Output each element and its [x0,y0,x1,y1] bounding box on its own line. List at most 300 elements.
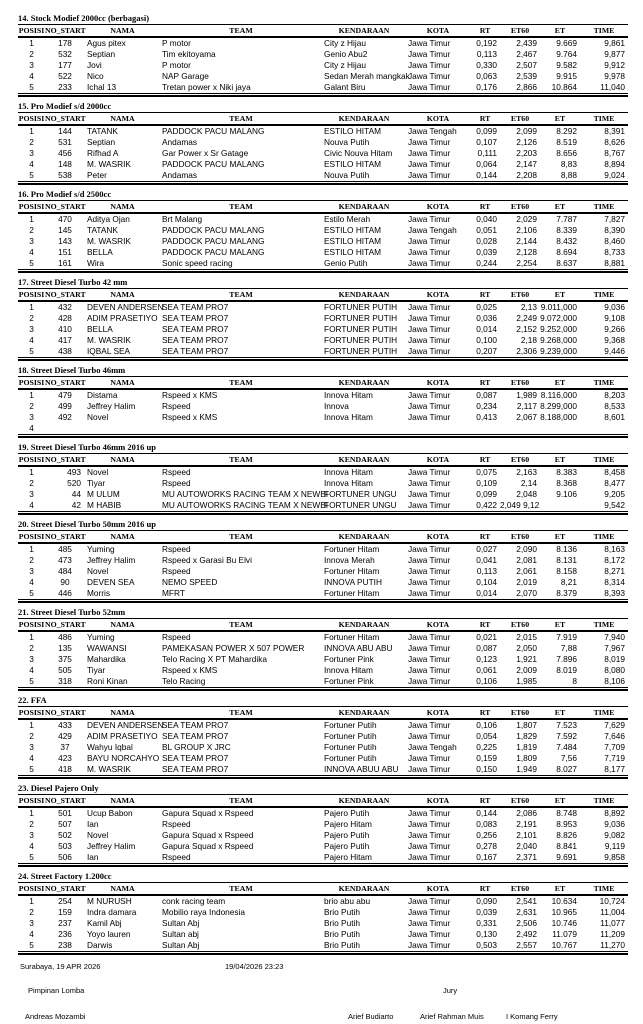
cell-team: Rspeed x KMS [162,412,218,422]
table-row [18,841,628,852]
cell-et [540,500,580,512]
cell-no-start: 151 [58,247,72,257]
document-footer [18,962,628,1023]
cell-time: 8,177 [604,764,625,774]
cell-no-start: 238 [58,940,72,950]
cell-et: 8.748 [556,808,577,818]
table-row [18,940,628,952]
column-header-et: ET [554,202,566,211]
column-header-kendaraan: KENDARAAN [338,202,390,211]
cell-rt: 0,051 [476,225,497,235]
cell-kota: Jawa Timur [408,467,451,477]
column-header-team: TEAM [229,290,253,299]
cell-team: SEA TEAM PRO7 [162,302,229,312]
cell-team: Mobilio raya Indonesia [162,907,246,917]
results-table [18,794,628,864]
cell-team: Gapura Squad x Rspeed [162,841,254,851]
cell-et: 9.252,000 [540,324,577,334]
cell-rt: 0,150 [476,764,497,774]
cell-nama: Darwis [87,940,113,950]
cell-kota: Jawa Timur [408,731,451,741]
cell-time: 7,827 [604,214,625,224]
column-header-et60: ET60 [510,620,530,629]
cell-rt: 0,244 [476,258,497,268]
cell-kendaraan: ESTILO HITAM [324,236,382,246]
cell-time: 7,967 [604,643,625,653]
column-header-rt: RT [479,378,491,387]
cell-nama: TATANK [87,126,118,136]
cell-no-start: 144 [58,126,72,136]
cell-kendaraan: FORTUNER UNGU [324,500,397,510]
cell-time: 8,894 [604,159,625,169]
column-header-posisi: POSISI [18,532,45,541]
jury-name-1: Arief Budiarto [348,1012,394,1021]
cell-kota: Jawa Timur [408,907,451,917]
cell-team: Tretan power x Niki jaya [162,82,251,92]
cell-kota: Jawa Timur [408,258,451,268]
cell-kendaraan: Galant Biru [324,82,366,92]
cell-time: 9,024 [604,170,625,180]
cell-posisi: 2 [29,225,34,235]
column-header-team: TEAM [229,884,253,893]
section-title: 19. Street Diesel Turbo 46mm 2016 up [18,442,156,452]
cell-rt: 0,054 [476,731,497,741]
cell-team: SEA TEAM PRO7 [162,335,229,345]
column-header-nama: NAMA [110,378,135,387]
cell-time: 8,391 [604,126,625,136]
cell-time: 8,106 [604,676,625,686]
cell-no-start: 44 [71,489,81,499]
cell-rt: 0,256 [476,830,497,840]
column-header-et: ET [554,26,566,35]
cell-nama: M NURUSH [87,896,132,906]
cell-kendaraan: FORTUNER PUTIH [324,313,398,323]
cell-no-start: 520 [67,478,81,488]
cell-time: 8,533 [604,401,625,411]
cell-kendaraan: INNOVA ABU ABU [324,643,393,653]
cell-nama: M. WASRIK [87,159,131,169]
cell-et: 7.787 [556,214,577,224]
cell-et60: 2,203 [516,148,537,158]
column-header-posisi: POSISI [18,26,45,35]
cell-nama: Agus pitex [87,38,126,48]
cell-kendaraan: Innova Hitam [324,390,373,400]
cell-team: PADDOCK PACU MALANG [162,159,265,169]
cell-no-start: 177 [58,60,72,70]
column-header-et60: ET60 [510,26,530,35]
cell-no-start: 236 [58,929,72,939]
results-table [18,112,628,182]
cell-team: MFRT [162,588,185,598]
column-header-posisi: POSISI [18,796,45,805]
cell-team: NAP Garage [162,71,209,81]
cell-nama: DEVEN SEA [87,577,135,587]
results-section [18,442,628,515]
cell-nama: Yuming [87,544,115,554]
column-header-et60: ET60 [510,378,530,387]
cell-time: 8,080 [604,665,625,675]
results-table-wrapper [18,882,628,955]
cell-et60: 1,985 [516,676,537,686]
column-header-kota: KOTA [426,202,450,211]
cell-team: PAMEKASAN POWER X 507 POWER [162,643,305,653]
cell-posisi: 2 [29,137,34,147]
cell-no-start: 470 [58,214,72,224]
cell-team: Tim ekitoyama [162,49,216,59]
table-row [18,753,628,764]
cell-no-start: 318 [58,676,72,686]
cell-et60: 2,866 [516,82,537,92]
cell-rt: 0,107 [476,137,497,147]
cell-rt: 0,040 [476,214,497,224]
cell-team: SEA TEAM PRO7 [162,324,229,334]
cell-posisi: 1 [29,390,34,400]
cell-et: 8.953 [556,819,577,829]
cell-posisi: 4 [29,753,34,763]
cell-et60: 2,371 [516,852,537,862]
cell-team: Gapura Squad x Rspeed [162,808,254,818]
cell-et60: 2,254 [516,258,537,268]
cell-kota: Jawa Timur [408,500,451,510]
column-header-posisi: POSISI [18,708,45,717]
cell-time: 9,119 [604,841,625,851]
cell-et60: 2,049 9,12 [500,500,540,510]
table-row [18,555,628,566]
results-section [18,783,628,867]
cell-kota: Jawa Timur [408,489,451,499]
column-header-kota: KOTA [426,532,450,541]
cell-et60: 2,117 [516,401,537,411]
column-header-nama: NAMA [110,114,135,123]
cell-time: 8,393 [604,588,625,598]
cell-posisi: 4 [29,841,34,851]
cell-kendaraan: FORTUNER UNGU [324,489,397,499]
cell-et: 8.299,000 [540,401,577,411]
cell-no-start [45,423,85,435]
cell-et: 9.106 [556,489,577,499]
cell-nama: Jeffrey Halim [87,841,136,851]
cell-no-start: 484 [58,566,72,576]
cell-kendaraan: INNOVA PUTIH [324,577,382,587]
cell-rt: 0,330 [476,60,497,70]
cell-team: Andamas [162,137,198,147]
cell-et: 8.131 [556,555,577,565]
column-header-kota: KOTA [426,884,450,893]
jury-name-3: I Komang Ferry [506,1012,558,1021]
column-header-rt: RT [479,114,491,123]
jury-role-label: Jury [443,986,458,995]
cell-rt: 0,331 [476,918,497,928]
jury-name-2: Arief Rahman Muis [420,1012,484,1021]
cell-kendaraan: FORTUNER PUTIH [324,302,398,312]
cell-et: 8,21 [560,577,577,587]
cell-kota: Jawa Timur [408,335,451,345]
section-title: 15. Pro Modief s/d 2000cc [18,101,112,111]
cell-posisi: 2 [29,313,34,323]
results-table [18,882,628,952]
cell-time: 8,733 [604,247,625,257]
cell-team: MU AUTOWORKS RACING TEAM X NEWBI [162,489,329,499]
cell-nama: Wahyu Iqbal [87,742,133,752]
cell-team: Rspeed [162,632,191,642]
cell-time: 9,036 [604,819,625,829]
header-row [18,201,628,214]
cell-time: 8,767 [604,148,625,158]
results-table-wrapper [18,453,628,515]
column-header-et: ET [554,378,566,387]
table-row [18,401,628,412]
header-row [18,707,628,720]
cell-no-start: 254 [58,896,72,906]
cell-kota: Jawa Timur [408,808,451,818]
column-header-kendaraan: KENDARAAN [338,455,390,464]
results-table-wrapper [18,288,628,361]
cell-et: 8,88 [560,170,577,180]
cell-posisi: 3 [29,742,34,752]
print-datetime-label: 19/04/2026 23:23 [225,962,284,971]
cell-team: Rspeed x Garasi Bu Elvi [162,555,252,565]
cell-nama: Roni Kinan [87,676,128,686]
cell-kendaraan: Innova Hitam [324,467,373,477]
cell-kota: Jawa Timur [408,764,451,774]
cell-et60: 1,921 [516,654,537,664]
cell-et60 [500,423,540,435]
cell-team: BL GROUP X JRC [162,742,231,752]
cell-kota: Jawa Timur [408,247,451,257]
cell-kendaraan: Fortuner Hitam [324,632,380,642]
cell-kendaraan: Brio Putih [324,918,360,928]
cell-posisi: 4 [29,71,34,81]
cell-kota: Jawa Timur [408,753,451,763]
cell-rt: 0,123 [476,654,497,664]
column-header-team: TEAM [229,202,253,211]
cell-posisi: 2 [29,643,34,653]
cell-time: 8,892 [604,808,625,818]
cell-team: Rspeed [162,544,191,554]
column-header-no-start: NO_START [45,620,86,629]
cell-kendaraan [322,423,406,435]
cell-kendaraan: Pajero Putih [324,808,370,818]
cell-no-start: 492 [58,412,72,422]
cell-nama: Jovi [87,60,102,70]
cell-kendaraan: Genio Abu2 [324,49,368,59]
column-header-time: TIME [593,455,615,464]
cell-kota: Jawa Timur [408,324,451,334]
table-row [18,500,628,512]
cell-nama: DEVEN ANDERSEN [87,720,164,730]
column-header-nama: NAMA [110,455,135,464]
table-row [18,148,628,159]
cell-posisi: 5 [29,346,34,356]
cell-nama: M ULUM [87,489,120,499]
cell-et: 7.919 [556,632,577,642]
cell-et: 10.746 [551,918,577,928]
cell-kota: Jawa Timur [408,830,451,840]
cell-nama: Novel [87,467,109,477]
cell-no-start: 499 [58,401,72,411]
cell-team: Rspeed [162,478,191,488]
column-header-kendaraan: KENDARAAN [338,532,390,541]
cell-nama: BELLA [87,247,113,257]
cell-team [160,423,322,435]
cell-kendaraan: Brio Putih [324,907,360,917]
cell-no-start: 429 [58,731,72,741]
cell-time: 8,172 [604,555,625,565]
cell-time: 8,477 [604,478,625,488]
results-table [18,453,628,512]
cell-nama: Ichal 13 [87,82,117,92]
table-row [18,49,628,60]
cell-kota: Jawa Timur [408,412,451,422]
table-row [18,631,628,643]
cell-et60: 2,507 [516,60,537,70]
column-header-nama: NAMA [110,202,135,211]
cell-et60: 2,506 [516,918,537,928]
cell-team: SEA TEAM PRO7 [162,346,229,356]
cell-kendaraan: Pajero Putih [324,841,370,851]
cell-rt: 0,167 [476,852,497,862]
header-row [18,289,628,302]
cell-et: 9.011,000 [540,302,577,312]
cell-kendaraan: Fortuner Putih [324,731,377,741]
results-section [18,13,628,97]
cell-kendaraan: Innova Hitam [324,478,373,488]
cell-time: 8,203 [604,390,625,400]
cell-rt: 0,064 [476,159,497,169]
cell-et: 8.339 [556,225,577,235]
cell-et: 7.592 [556,731,577,741]
table-row [18,301,628,313]
cell-time: 8,314 [604,577,625,587]
column-header-time: TIME [593,884,615,893]
column-header-nama: NAMA [110,290,135,299]
column-header-rt: RT [479,708,491,717]
race-director-name: Andreas Mozambi [25,1012,86,1021]
column-header-et: ET [554,620,566,629]
cell-time: 8,019 [604,654,625,664]
cell-rt: 0,106 [476,676,497,686]
table-row [18,742,628,753]
cell-rt: 0,144 [476,170,497,180]
cell-et60: 2,101 [516,830,537,840]
cell-team: Rspeed [162,467,191,477]
table-row [18,764,628,776]
cell-posisi: 5 [29,588,34,598]
cell-team: PADDOCK PACU MALANG [162,225,265,235]
footer-signers-row [18,1012,628,1023]
column-header-et60: ET60 [510,290,530,299]
column-header-time: TIME [593,290,615,299]
cell-kota: Jawa Timur [408,544,451,554]
table-row [18,137,628,148]
cell-rt: 0,036 [476,313,497,323]
cell-kendaraan: Fortuner Putih [324,753,377,763]
column-header-nama: NAMA [110,532,135,541]
cell-et: 9.691 [556,852,577,862]
cell-kendaraan: City z Hijau [324,38,366,48]
cell-posisi: 3 [29,412,34,422]
cell-posisi: 4 [29,335,34,345]
cell-kendaraan: FORTUNER PUTIH [324,324,398,334]
cell-et: 10.864 [551,82,577,92]
cell-et60: 1,807 [516,720,537,730]
table-row [18,412,628,423]
cell-time: 9,912 [604,60,625,70]
cell-team: Rspeed x KMS [162,665,218,675]
table-row [18,324,628,335]
cell-kota: Jawa Timur [408,555,451,565]
cell-team: SEA TEAM PRO7 [162,731,229,741]
table-row [18,588,628,600]
column-header-no-start: NO_START [45,708,86,717]
cell-et60: 2,019 [516,577,537,587]
cell-kendaraan: INNOVA ABUU ABU [324,764,399,774]
cell-posisi: 1 [29,896,34,906]
cell-et60: 2,009 [516,665,537,675]
table-row [18,346,628,358]
cell-kota: Jawa Timur [408,929,451,939]
cell-team: Rspeed [162,401,191,411]
cell-et60: 2,061 [516,566,537,576]
cell-team: P motor [162,60,191,70]
column-header-no-start: NO_START [45,114,86,123]
column-header-time: TIME [593,708,615,717]
column-header-no-start: NO_START [45,26,86,35]
cell-kota: Jawa Timur [408,401,451,411]
cell-team: PADDOCK PACU MALANG [162,236,265,246]
cell-posisi: 1 [29,808,34,818]
cell-kendaraan: Nouva Putih [324,170,370,180]
table-row [18,895,628,907]
cell-time: 9,542 [604,500,625,510]
table-row [18,335,628,346]
cell-rt: 0,106 [476,720,497,730]
cell-kota: Jawa Timur [408,60,451,70]
cell-nama: BELLA [87,324,113,334]
cell-nama: Kamil Abj [87,918,122,928]
cell-time: 7,719 [604,753,625,763]
cell-et60: 2,090 [516,544,537,554]
cell-no-start: 410 [58,324,72,334]
cell-et: 8.188,000 [540,412,577,422]
cell-kendaraan: Fortuner Putih [324,742,377,752]
header-row [18,377,628,390]
cell-team: SEA TEAM PRO7 [162,313,229,323]
cell-et60: 2,099 [516,126,537,136]
cell-posisi: 5 [29,170,34,180]
results-section [18,607,628,691]
cell-time: 8,390 [604,225,625,235]
cell-et60: 2,492 [516,929,537,939]
cell-et: 9.582 [556,60,577,70]
results-section [18,695,628,779]
table-row [18,313,628,324]
cell-team: conk racing team [162,896,226,906]
cell-et: 10.634 [551,896,577,906]
cell-time: 9,082 [604,830,625,840]
cell-posisi: 5 [29,676,34,686]
section-title: 23. Diesel Pajero Only [18,783,99,793]
cell-no-start: 90 [60,577,70,587]
cell-rt: 0,061 [476,665,497,675]
column-header-team: TEAM [229,532,253,541]
cell-no-start: 486 [58,632,72,642]
cell-nama: Wira [87,258,105,268]
cell-kendaraan: Fortuner Hitam [324,566,380,576]
cell-et: 8.637 [556,258,577,268]
cell-time: 9,978 [604,71,625,81]
cell-nama: ADIM PRASETIYO [87,731,158,741]
